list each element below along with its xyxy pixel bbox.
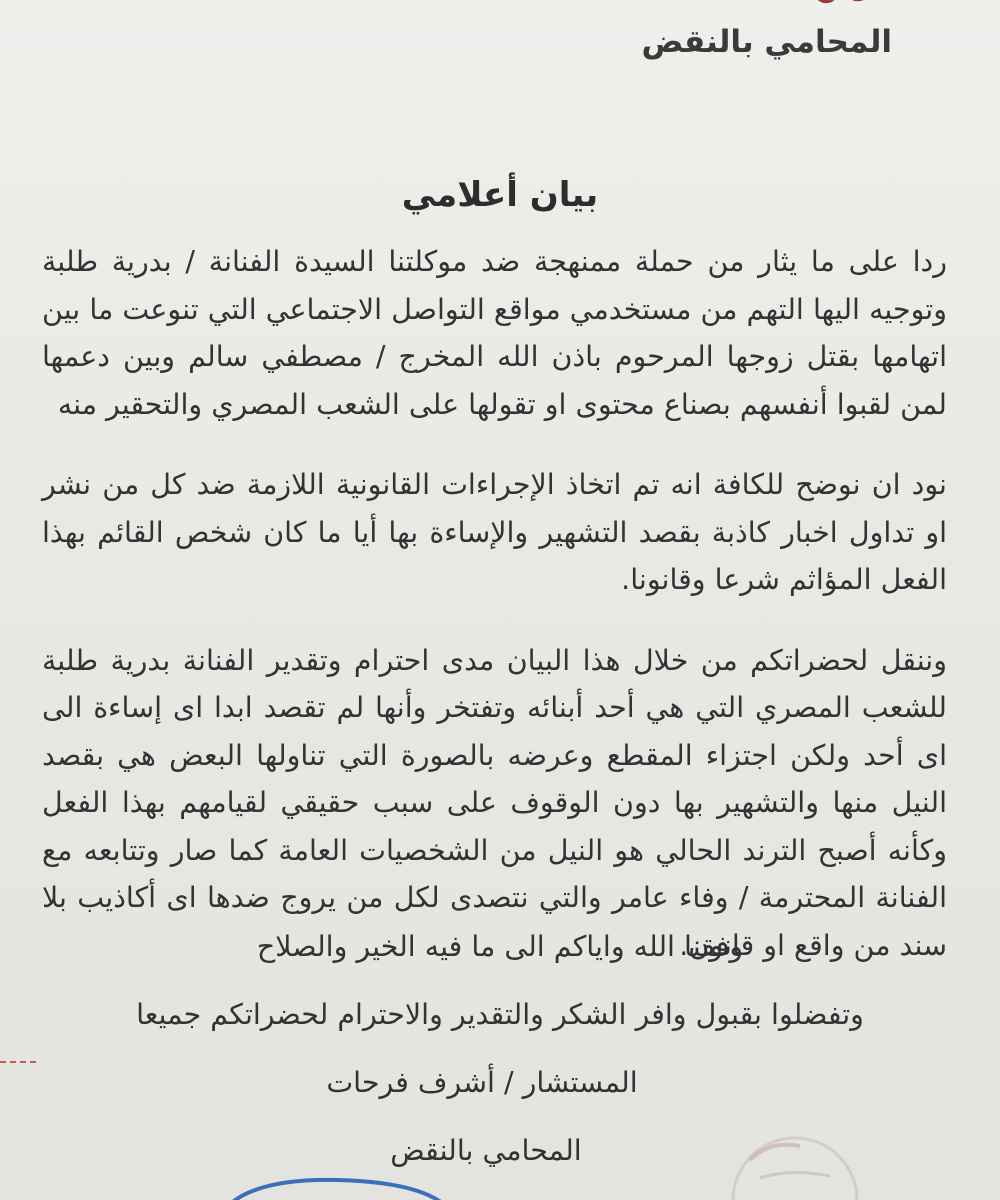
faded-seal-icon [700,1120,880,1200]
statement-paragraph-2: نود ان نوضح للكافة انه تم اتخاذ الإجراءات القانونية اللازمة ضد كل من نشر او تداول اخبار كاذبة بقصد التشهير والإساءة بها أيا ما كان شخص القائم بهذا الفعل المؤاثم شرعا وقانونا. [42,468,947,596]
signatory-title: المحامي بالنقض [390,1134,582,1167]
statement-paragraph-3: وننقل لحضراتكم من خلال هذا البيان مدى احترام وتقدير الفنانة بدرية طلبة للشعب المصري التي هي أحد أبنائه وتفتخر وأنها لم تقصد ابدا اى إساءة الى اى أحد ولكن اجتزاء المقطع وعرضه بالصورة التي تناولها البعض هي بقصد النيل منها والتشهير بها دون الوقوف على سبب حقيقي لقيامهم بهذا الفعل وكأنه أصبح الترند الحالي هو النيل من الشخصيات العامة كما صار وتتابعه مع الفنانة المحترمة / وفاء عامر والتي نتصدى لكل من يروج ضدها اى أكاذيب بلا سند من واقع او قانون. [42,643,947,962]
signature-stamp-icon [212,1150,462,1200]
closing-prayer: وفقنا الله واياكم الى ما فيه الخير والصلاح [256,930,744,963]
letterhead-office-name: المحامي بالنقض [641,24,892,60]
margin-mark-icon [0,1060,36,1064]
statement-body [42,238,947,1002]
statement-paragraph-1: ردا على ما يثار من حملة ممنهجة ضد موكلتنا السيدة الفنانة / بدرية طلبة وتوجيه اليها التهم من مستخدمي مواقع التواصل الاجتماعي التي تنوعت ما بين اتهامها بقتل زوجها المرحوم باذن الله المخرج / مصطفي سالم وبين دعمها لمن لقبوا أنفسهم بصناع محتوى او تقولها على الشعب المصري والتحقير منه [42,245,947,421]
closing-thanks: وتفضلوا بقبول وافر الشكر والتقدير والاحترام لحضراتكم جميعا [136,998,864,1031]
office-logo-icon [806,0,876,16]
signatory-name: المستشار / أشرف فرحات [326,1066,638,1099]
statement-title: بيان أعلامي [401,175,599,215]
